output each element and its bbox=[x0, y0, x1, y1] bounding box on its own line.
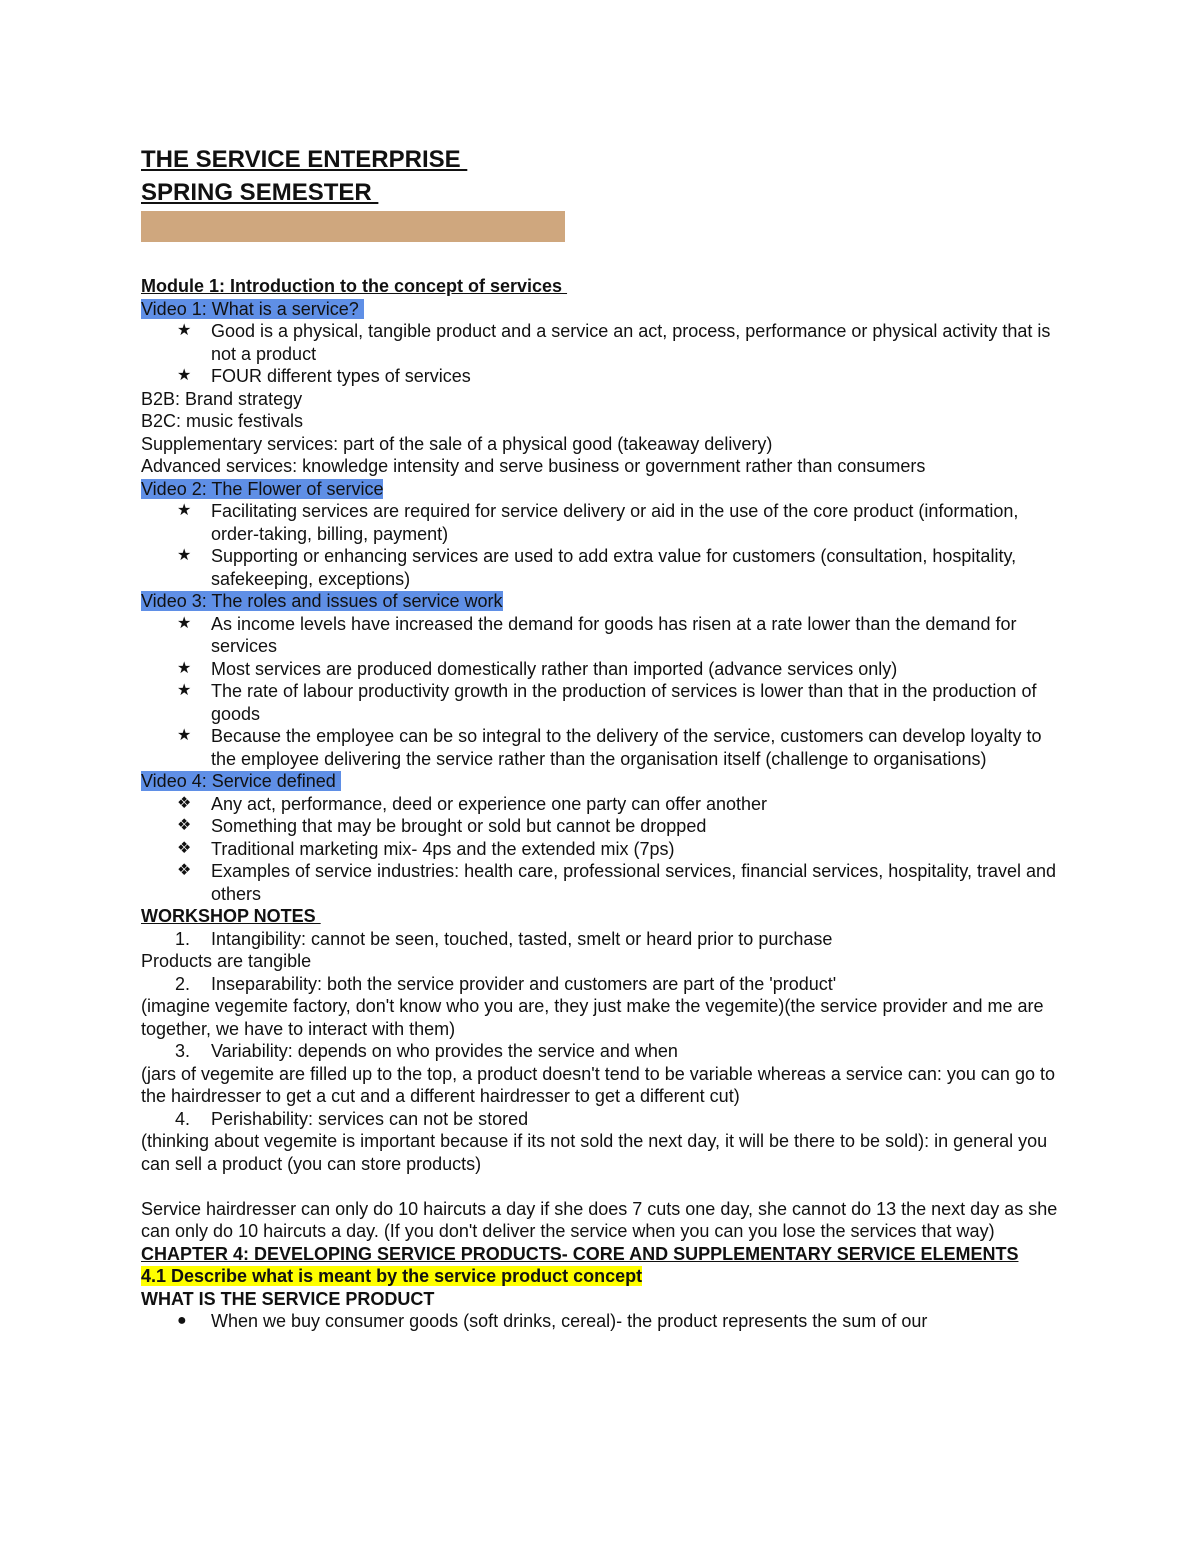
video-2-list bbox=[141, 500, 1071, 590]
diamond-bullet-icon: ❖ bbox=[177, 839, 192, 857]
workshop-notes-heading: WORKSHOP NOTES bbox=[141, 906, 321, 926]
video-1-heading: Video 1: What is a service? bbox=[141, 298, 364, 319]
service-product-list bbox=[141, 1310, 1071, 1333]
list-item: ★ FOUR different types of services bbox=[177, 366, 471, 386]
list-item: ★ Supporting or enhancing services are used to add extra value for customers (consultation, hospitality, safekeeping, exceptions) bbox=[177, 546, 1017, 589]
dot-bullet-icon: ● bbox=[177, 1312, 187, 1329]
workshop-list-3 bbox=[141, 1040, 1071, 1063]
title-color-bar bbox=[141, 211, 565, 242]
item-3-note: (jars of vegemite are filled up to the top, a product doesn't tend to be variable whereas a service can: you can go to the hairdresser to get a cut and a different hairdresser to get a different cut) bbox=[141, 1063, 1060, 1106]
supplementary-line: Supplementary services: part of the sale of a physical good (takeaway delivery) bbox=[141, 433, 773, 454]
video-3-list bbox=[141, 613, 1071, 771]
list-item: ❖ Traditional marketing mix- 4ps and the extended mix (7ps) bbox=[177, 838, 675, 859]
video-2-heading: Video 2: The Flower of service bbox=[141, 478, 384, 499]
video-1-list bbox=[141, 320, 1071, 388]
item-4-note: (thinking about vegemite is important because if its not sold the next day, it will be there to be sold): in general you can sell a product (you can store products) bbox=[141, 1131, 1053, 1174]
b2b-line: B2B: Brand strategy bbox=[141, 388, 303, 409]
diamond-bullet-icon: ❖ bbox=[177, 817, 192, 834]
list-item: ❖ Any act, performance, deed or experience one party can offer another bbox=[177, 793, 768, 814]
star-bullet-icon: ★ bbox=[177, 502, 192, 519]
list-item: ★ Facilitating services are required for service delivery or aid in the use of the core product (information, order-taking, billing, payment) bbox=[177, 501, 1019, 544]
star-bullet-icon: ★ bbox=[177, 322, 192, 339]
diamond-bullet-icon: ❖ bbox=[177, 862, 192, 879]
list-item: ★ The rate of labour productivity growth in the production of services is lower than that in the production of goods bbox=[177, 681, 1037, 724]
chapter-4-heading: CHAPTER 4: DEVELOPING SERVICE PRODUCTS- CORE AND SUPPLEMENTARY SERVICE ELEMENTS bbox=[141, 1243, 1019, 1264]
document-page bbox=[141, 143, 1071, 1333]
document-title: THE SERVICE ENTERPRISE bbox=[141, 146, 468, 173]
list-item: 2. Inseparability: both the service provider and customers are part of the 'product' bbox=[175, 973, 837, 994]
star-bullet-icon: ★ bbox=[177, 367, 192, 384]
workshop-list-1 bbox=[141, 928, 1071, 951]
item-1-note: Products are tangible bbox=[141, 951, 312, 971]
list-item: 1. Intangibility: cannot be seen, touched, tasted, smelt or heard prior to purchase bbox=[175, 928, 833, 949]
list-item: 4. Perishability: services can not be stored bbox=[175, 1108, 529, 1129]
what-is-service-product-heading: WHAT IS THE SERVICE PRODUCT bbox=[141, 1288, 435, 1309]
document-subtitle: SPRING SEMESTER bbox=[141, 179, 379, 206]
workshop-list-4 bbox=[141, 1108, 1071, 1131]
video-3-heading: Video 3: The roles and issues of service work bbox=[141, 591, 503, 611]
workshop-list-2 bbox=[141, 973, 1071, 996]
star-bullet-icon: ★ bbox=[177, 727, 192, 744]
section-4-1-heading: 4.1 Describe what is meant by the service product concept bbox=[141, 1266, 643, 1286]
list-item: ● When we buy consumer goods (soft drinks, cereal)- the product represents the sum of our bbox=[177, 1311, 928, 1331]
star-bullet-icon: ★ bbox=[177, 659, 192, 677]
list-item: ❖ Examples of service industries: health care, professional services, financial services, hospitality, travel and others bbox=[177, 861, 1057, 904]
video-4-heading: Video 4: Service defined bbox=[141, 771, 341, 791]
video-4-list bbox=[141, 793, 1071, 906]
list-item: ★ Most services are produced domestically rather than imported (advance services only) bbox=[177, 658, 898, 679]
diamond-bullet-icon: ❖ bbox=[177, 794, 192, 812]
list-item: ❖ Something that may be brought or sold but cannot be dropped bbox=[177, 816, 707, 836]
list-item: ★ Good is a physical, tangible product and a service an act, process, performance or physical activity that is not a product bbox=[177, 321, 1051, 364]
item-2-note: (imagine vegemite factory, don't know who you are, they just make the vegemite)(the service provider and me are together, we have to interact with them) bbox=[141, 996, 1049, 1039]
list-item: 3. Variability: depends on who provides the service and when bbox=[175, 1041, 678, 1061]
blank-line bbox=[141, 1175, 1071, 1198]
module-1-heading: Module 1: Introduction to the concept of services bbox=[141, 276, 568, 296]
star-bullet-icon: ★ bbox=[177, 614, 192, 632]
star-bullet-icon: ★ bbox=[177, 547, 192, 564]
b2c-line: B2C: music festivals bbox=[141, 411, 304, 431]
advanced-line: Advanced services: knowledge intensity and serve business or government rather than consumers bbox=[141, 456, 926, 476]
hairdresser-note: Service hairdresser can only do 10 haircuts a day if she does 7 cuts one day, she cannot do 13 the next day as she can only do 10 haircuts a day. (If you don't deliver the service when you can you lose the services that way) bbox=[141, 1198, 1063, 1241]
list-item: ★ Because the employee can be so integral to the delivery of the service, customers can develop loyalty to the employee delivering the service rather than the organisation itself (challenge to organisations) bbox=[177, 726, 1042, 769]
list-item: ★ As income levels have increased the demand for goods has risen at a rate lower than the demand for services bbox=[177, 613, 1017, 656]
star-bullet-icon: ★ bbox=[177, 682, 192, 699]
